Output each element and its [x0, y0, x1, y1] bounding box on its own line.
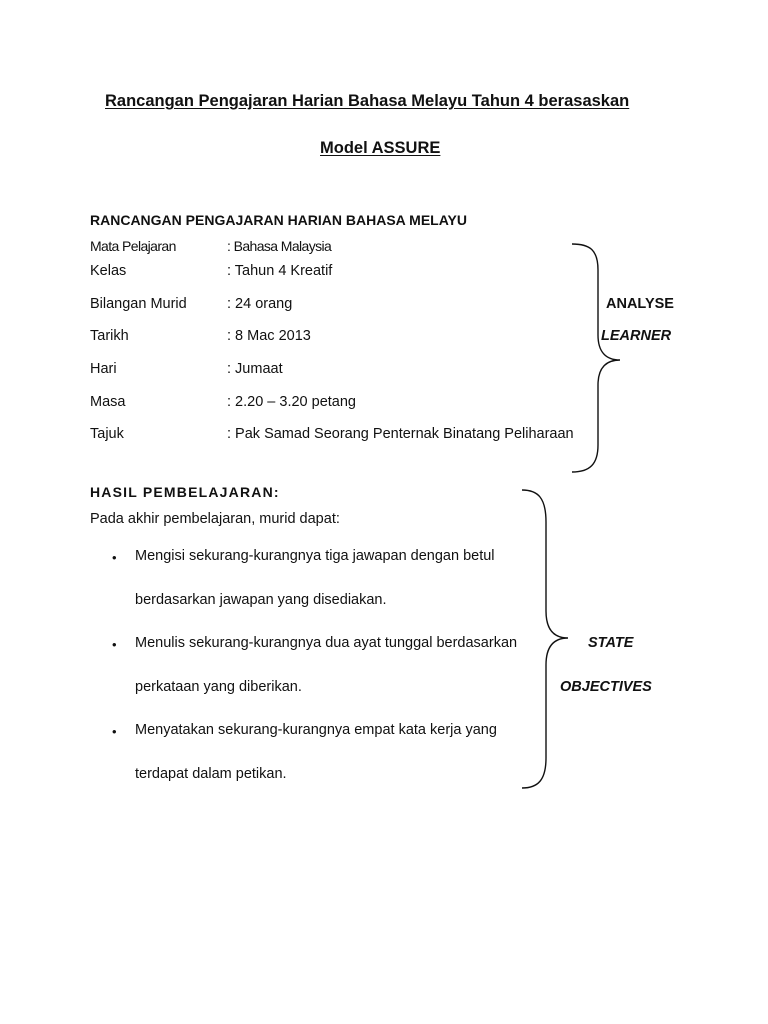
row-value-masa: : 2.20 – 3.20 petang — [227, 394, 356, 410]
objective-1-line-1: Mengisi sekurang-kurangnya tiga jawapan dengan betul — [135, 548, 495, 564]
analyse-learner-brace — [568, 240, 628, 476]
document-title-line-2: Model ASSURE — [320, 139, 441, 157]
row-value-bilangan-murid: : 24 orang — [227, 296, 293, 312]
hasil-intro: Pada akhir pembelajaran, murid dapat: — [90, 511, 340, 527]
bullet-icon: • — [112, 550, 117, 565]
objective-3-line-2: terdapat dalam petikan. — [135, 766, 287, 782]
row-label-kelas: Kelas — [90, 263, 127, 279]
state-objectives-brace — [518, 486, 578, 792]
hasil-pembelajaran-heading: HASIL PEMBELAJARAN: — [90, 484, 280, 500]
objective-1-line-2: berdasarkan jawapan yang disediakan. — [135, 592, 387, 608]
row-value-tarikh: : 8 Mac 2013 — [227, 328, 311, 344]
row-label-bilangan-murid: Bilangan Murid — [90, 296, 187, 312]
row-label-hari: Hari — [90, 361, 117, 377]
document-title-line-1: Rancangan Pengajaran Harian Bahasa Melayu Tahun 4 berasaskan — [105, 92, 630, 110]
row-label-masa: Masa — [90, 394, 126, 410]
row-value-mata-pelajaran: : Bahasa Malaysia — [227, 238, 332, 254]
row-label-tarikh: Tarikh — [90, 328, 129, 344]
rph-heading: RANCANGAN PENGAJARAN HARIAN BAHASA MELAYU — [90, 212, 467, 228]
objective-3-line-1: Menyatakan sekurang-kurangnya empat kata kerja yang — [135, 722, 497, 738]
row-label-tajuk: Tajuk — [90, 426, 124, 442]
row-value-kelas: : Tahun 4 Kreatif — [227, 263, 333, 279]
row-label-mata-pelajaran: Mata Pelajaran — [90, 238, 176, 254]
row-value-hari: : Jumaat — [227, 361, 283, 377]
bullet-icon: • — [112, 637, 117, 652]
analyse-label: ANALYSE — [606, 296, 674, 312]
bullet-icon: • — [112, 724, 117, 739]
objective-2-line-2: perkataan yang diberikan. — [135, 679, 302, 695]
row-value-tajuk: : Pak Samad Seorang Penternak Binatang Peliharaan — [227, 426, 574, 442]
objectives-label: OBJECTIVES — [560, 679, 652, 695]
learner-label: LEARNER — [601, 328, 672, 344]
objective-2-line-1: Menulis sekurang-kurangnya dua ayat tunggal berdasarkan — [135, 635, 518, 651]
state-label: STATE — [588, 635, 634, 651]
